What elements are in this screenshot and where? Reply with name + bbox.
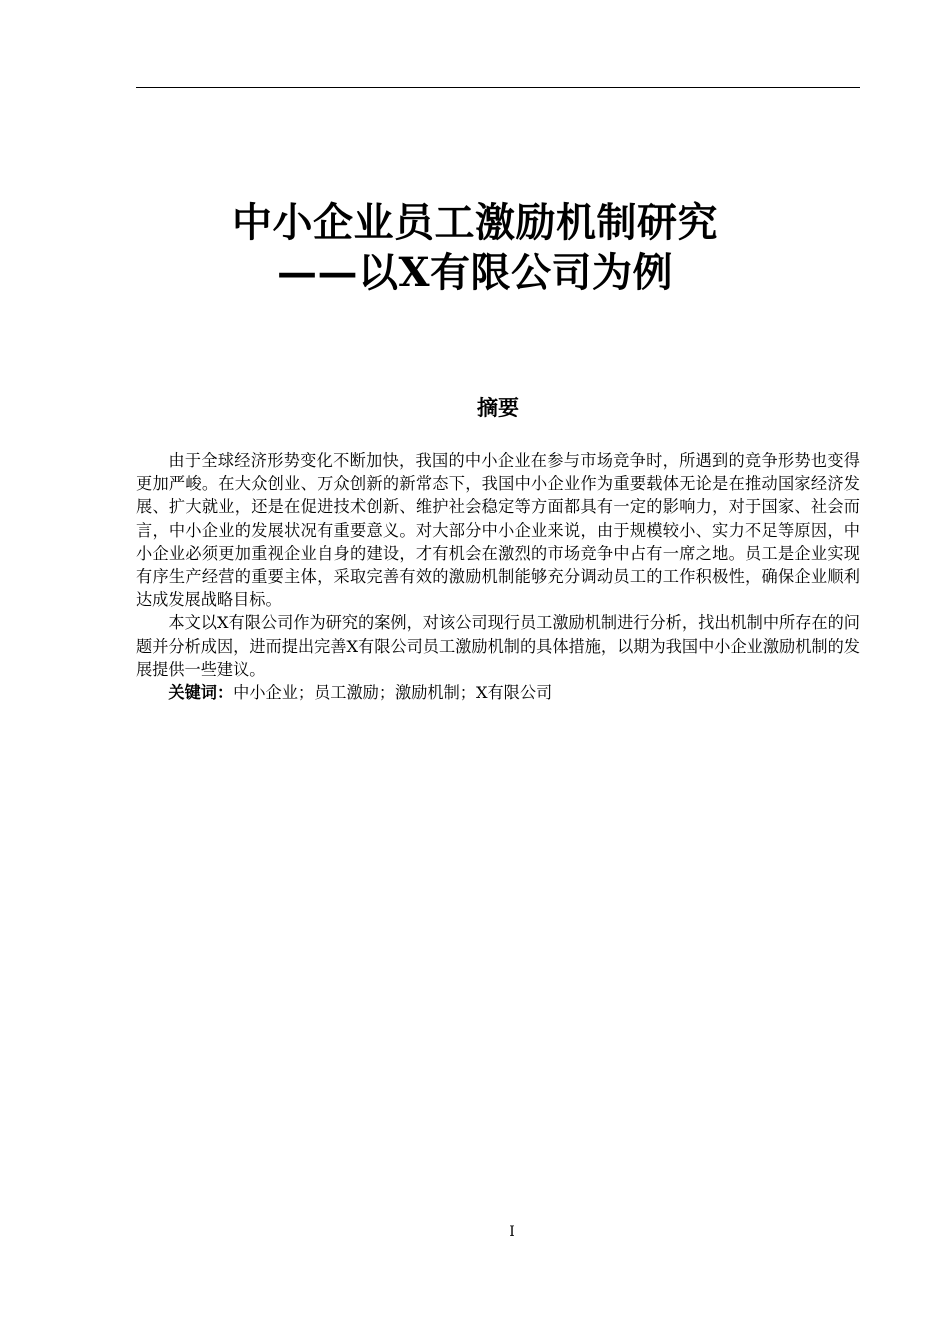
title-block (0, 198, 950, 298)
header-rule (136, 87, 860, 88)
keywords-value: 中小企业；员工激励；激励机制；X有限公司 (233, 683, 553, 703)
abstract-paragraph-2: 本文以X有限公司作为研究的案例，对该公司现行员工激励机制进行分析，找出机制中所存在的问题并分析成因，进而提出完善X有限公司员工激励机制的具体措施，以期为我国中小企业激励机制的发展提供一些建议。 (136, 613, 860, 679)
page-number: I (509, 1224, 515, 1240)
abstract-paragraph-1: 由于全球经济形势变化不断加快，我国的中小企业在参与市场竞争时，所遇到的竞争形势也变得更加严峻。在大众创业、万众创新的新常态下，我国中小企业作为重要载体无论是在推动国家经济发展、扩大就业，还是在促进技术创新、维护社会稳定等方面都具有一定的影响力，对于国家、社会而言，中小企业的发展状况有重要意义。对大部分中小企业来说，由于规模较小、实力不足等原因，中小企业必须更加重视企业自身的建设，才有机会在激烈的市场竞争中占有一席之地。员工是企业实现有序生产经营的重要主体，采取完善有效的激励机制能够充分调动员工的工作积极性，确保企业顺利达成发展战略目标。 (136, 451, 860, 610)
abstract-body (136, 449, 860, 704)
paper-subtitle: ——以X有限公司为例 (276, 249, 674, 296)
abstract-heading: 摘要 (477, 396, 519, 420)
keywords-line (136, 681, 860, 704)
keywords-label: 关键词： (168, 683, 234, 703)
paper-title: 中小企业员工激励机制研究 (232, 199, 718, 246)
